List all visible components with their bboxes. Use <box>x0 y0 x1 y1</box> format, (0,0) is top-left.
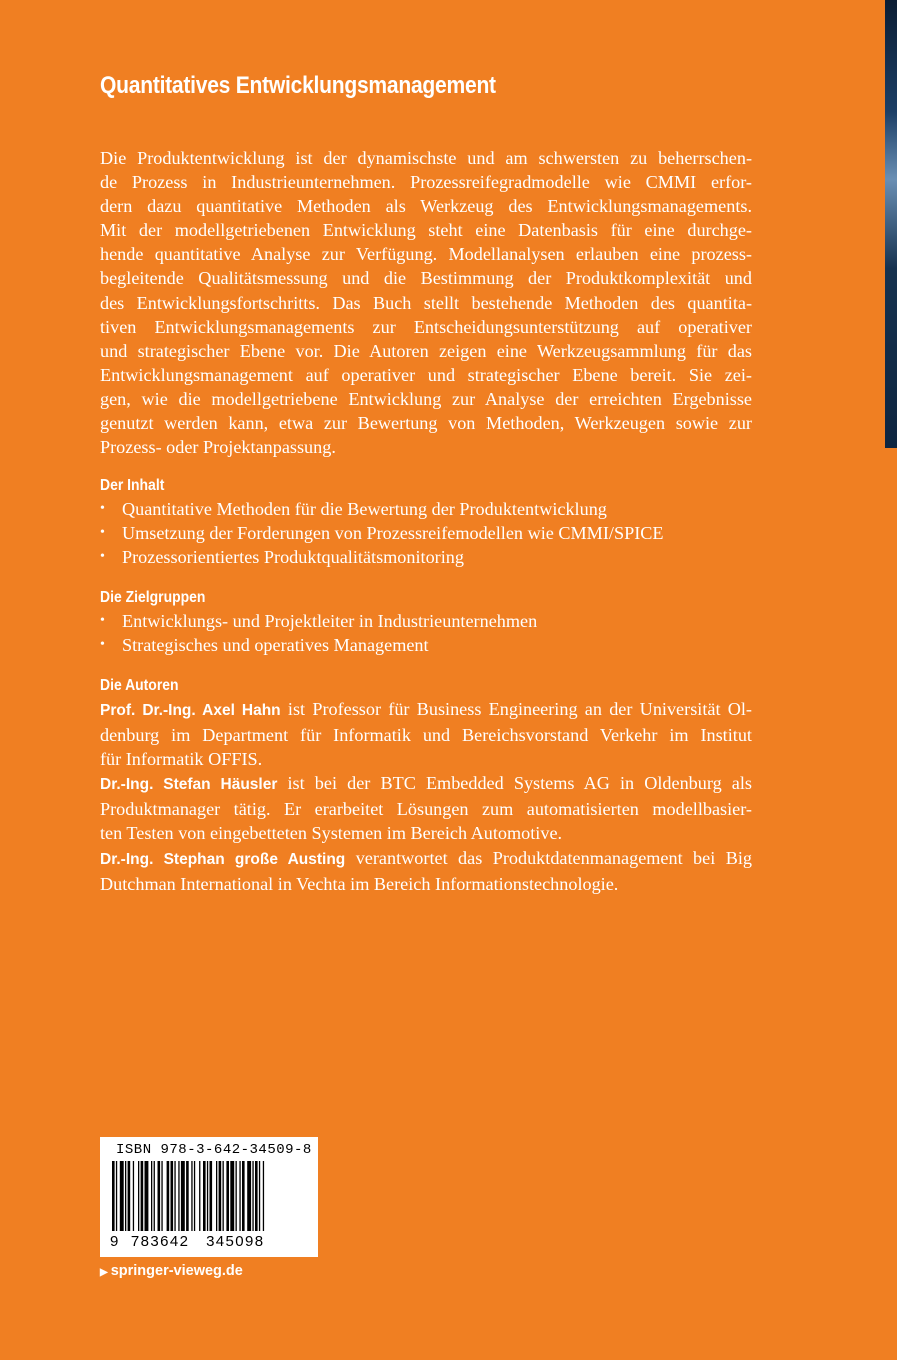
intro-line: Entwicklungsmanagement auf operativer und strategischer Ebene bereit. Sie zei- <box>100 364 752 385</box>
intro-line: begleitende Qualitätsmessung und die Bestimmung der Produktkomplexität und <box>100 268 752 289</box>
list-item <box>100 545 664 569</box>
intro-line: hende quantitative Analyse zur Verfügung. Modellanalysen erlauben eine prozess- <box>100 244 752 265</box>
author-line <box>100 771 752 797</box>
inhalt-heading: Der Inhalt <box>100 477 165 494</box>
bullet-icon: • <box>100 637 105 653</box>
intro-line: Mit der modellgetriebenen Entwicklung steht eine Datenbasis für eine durchge- <box>100 220 752 241</box>
intro-line: gen, wie die modellgetriebene Entwicklung zur Analyse der erreichten Ergebnisse <box>100 388 752 409</box>
bullet-icon: • <box>100 525 105 541</box>
barcode-bars-icon <box>112 1161 306 1235</box>
author-line: Produktmanager tätig. Er erarbeitet Lösungen zum automatisierten modellbasier- <box>100 799 752 820</box>
authors-block <box>100 697 752 896</box>
author-text: ist bei der BTC Embedded Systems AG in Oldenburg als <box>277 773 753 794</box>
bullet-icon: • <box>100 549 105 565</box>
book-title: Quantitatives Entwicklungsmanagement <box>100 72 496 99</box>
zielgruppen-heading: Die Zielgruppen <box>100 589 206 606</box>
ean-group-right: 345098 <box>206 1233 265 1250</box>
author-line: ten Testen von eingebetteten Systemen im Bereich Automotive. <box>100 823 563 844</box>
list-item-text: Prozessorientiertes Produktqualitätsmonitoring <box>122 547 464 568</box>
list-item <box>100 497 664 521</box>
list-item-text: Entwicklungs- und Projektleiter in Industrieunternehmen <box>122 611 538 631</box>
zielgruppen-list <box>100 609 537 657</box>
ean-group-left: 783642 <box>130 1233 190 1250</box>
author-text: ist Professor für Business Engineering an der Universität Ol- <box>280 699 752 719</box>
author-text: verantwortet das Produktdatenmanagement bei Big <box>345 847 752 868</box>
isbn-number: ISBN 978-3-642-34509-8 <box>116 1142 312 1158</box>
author-line: denburg im Department für Informatik und Bereichsvorstand Verkehr im Institut <box>100 725 752 746</box>
intro-line: tiven Entwicklungsmanagements zur Entscheidungsunterstützung auf operativer <box>100 316 752 337</box>
intro-paragraph <box>100 146 752 459</box>
list-item <box>100 521 664 545</box>
website-link[interactable]: springer-vieweg.de <box>110 1263 243 1279</box>
author-name: Dr.-Ing. Stefan Häusler <box>100 776 278 794</box>
isbn-barcode <box>100 1137 318 1257</box>
list-item-text: Strategisches und operatives Management <box>122 635 429 656</box>
inhalt-list <box>100 497 664 569</box>
list-item <box>100 633 537 657</box>
author-name: Dr.-Ing. Stephan große Austing <box>100 850 346 868</box>
book-spine-strip <box>885 0 897 448</box>
ean-first-digit: 9 <box>110 1233 120 1250</box>
ean-digits <box>110 1233 265 1250</box>
intro-line: und strategischer Ebene vor. Die Autoren zeigen eine Werkzeugsammlung für das <box>100 340 752 361</box>
intro-line: de Prozess in Industrieunternehmen. Prozessreifegradmodelle wie CMMI erfor- <box>100 172 752 193</box>
author-line <box>100 697 752 723</box>
author-line <box>100 846 752 872</box>
list-item-text: Umsetzung der Forderungen von Prozessreifemodellen wie CMMI/SPICE <box>122 523 664 544</box>
list-item <box>100 609 537 633</box>
intro-line: dern dazu quantitative Methoden als Werkzeug des Entwicklungsmanagements. <box>100 196 752 217</box>
author-line: für Informatik OFFIS. <box>100 749 263 770</box>
publisher-website[interactable] <box>100 1263 243 1279</box>
intro-line: genutzt werden kann, etwa zur Bewertung von Methoden, Werkzeugen sowie zur <box>100 413 752 434</box>
author-name: Prof. Dr.-Ing. Axel Hahn <box>100 702 281 719</box>
author-line: Dutchman International in Vechta im Bereich Informationstechnologie. <box>100 873 619 894</box>
intro-line: Die Produktentwicklung ist der dynamischste und am schwersten zu beherrschen- <box>100 148 752 168</box>
intro-line: Prozess- oder Projektanpassung. <box>100 437 336 458</box>
bullet-icon: • <box>100 613 105 628</box>
intro-line: des Entwicklungsfortschritts. Das Buch stellt bestehende Methoden des quantita- <box>100 292 752 313</box>
list-item-text: Quantitative Methoden für die Bewertung der Produktentwicklung <box>122 499 607 519</box>
autoren-heading: Die Autoren <box>100 677 179 694</box>
bullet-icon: • <box>100 501 105 516</box>
arrow-right-icon: ▶ <box>100 1267 108 1278</box>
